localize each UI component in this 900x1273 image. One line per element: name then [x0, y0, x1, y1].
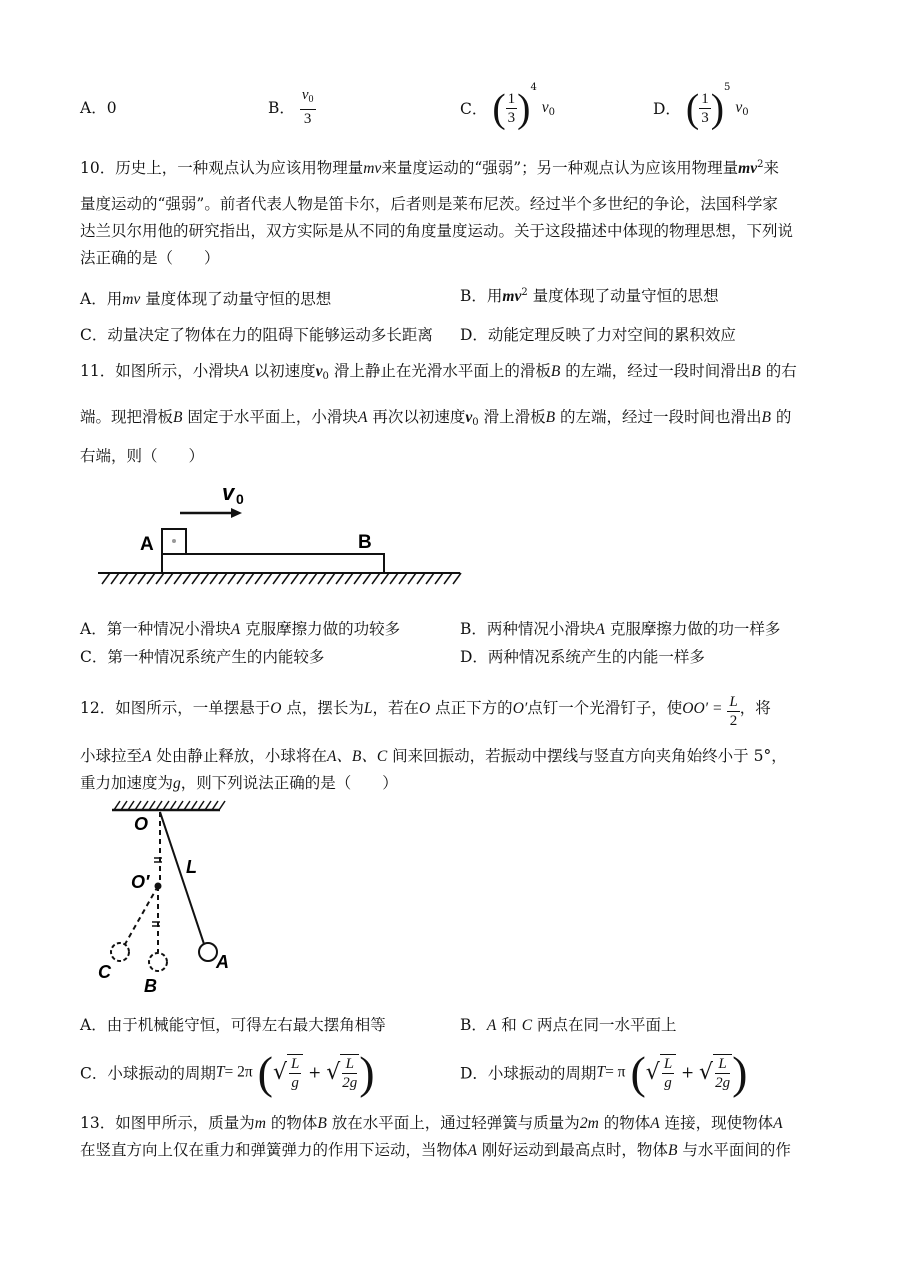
- q13-line-2: 在竖直方向上仅在重力和弹簧弹力的作用下运动，当物体A 刚好运动到最高点时，物体B 与水平面间的作: [80, 1141, 791, 1159]
- fig-label-b: B: [144, 976, 157, 996]
- fig-label-b: B: [358, 532, 372, 553]
- q11-line-2: 端。现把滑板B 固定于水平面上，小滑块A 再次以初速度$v_0$ 滑上滑板B 的左端，经过一段时间也滑出B 的: [80, 408, 792, 428]
- fig-label-o-prime: O′: [131, 872, 150, 892]
- q10-option-a[interactable]: A．用mv 量度体现了动量守恒的思想: [80, 290, 332, 308]
- q13-line-1: 13．如图甲所示，质量为m 的物体B 放在水平面上，通过轻弹簧与质量为2m 的物体A 连接，现使物体A: [80, 1114, 783, 1132]
- q11-figure: [80, 476, 480, 586]
- q9-option-b[interactable]: B． $\frac{v_0}{3}$: [268, 87, 314, 127]
- q10-option-b[interactable]: B．用$mv^2$ 量度体现了动量守恒的思想: [460, 286, 719, 305]
- q12-option-c[interactable]: C．小球振动的周期T= 2π (√ $\frac{L}{g}$ + √ $\frac{L}{2g}$ ): [80, 1047, 375, 1098]
- fig-label-c: C: [98, 962, 111, 982]
- q10-line-3: 达兰贝尔用他的研究指出，双方实际是从不同的角度量度运动。关于这段描述中体现的物理思想，下列说: [80, 222, 794, 240]
- q9-option-a[interactable]: A．0: [80, 99, 117, 117]
- ball-a: [199, 943, 217, 961]
- q11-option-b[interactable]: B．两种情况小滑块A 克服摩擦力做的功一样多: [460, 620, 781, 638]
- q10-line-4: 法正确的是（ ）: [80, 249, 220, 267]
- q10-option-d[interactable]: D．动能定理反映了力对空间的累积效应: [460, 326, 736, 344]
- ground-hatch: [102, 573, 461, 584]
- q12-pendulum-figure: [96, 798, 256, 998]
- q11-option-d[interactable]: D．两种情况系统产生的内能一样多: [460, 648, 705, 666]
- fig-velocity-subscript: 0: [236, 491, 244, 507]
- q12-line-2: 小球拉至A 处由静止释放，小球将在A、B、C 间来回振动，若振动中摆线与竖直方向夹角始终小于 5°，: [80, 747, 787, 765]
- ceiling-hatch: [114, 801, 225, 810]
- fig-label-a: A: [140, 534, 154, 555]
- q11-line-3: 右端，则（ ）: [80, 447, 205, 465]
- q10-line-2: 量度运动的“强弱”。前者代表人物是笛卡尔，后者则是莱布尼茨。经过半个多世纪的争论，法国科学家: [80, 195, 778, 213]
- q12-option-a[interactable]: A．由于机械能守恒，可得左右最大摆角相等: [80, 1016, 386, 1034]
- q10-option-c[interactable]: C．动量决定了物体在力的阻碍下能够运动多长距离: [80, 326, 433, 344]
- dashed-string-c: [124, 886, 158, 946]
- fig-label-l: L: [186, 857, 197, 877]
- ball-b: [149, 953, 167, 971]
- q9-option-c[interactable]: C． ( $\frac{1}{3}$ )$^4$ $v_0$: [460, 82, 556, 131]
- fig-velocity-label: v: [222, 480, 235, 505]
- q12-line-3: 重力加速度为g，则下列说法正确的是（ ）: [80, 774, 398, 792]
- pendulum-string-a: [160, 812, 204, 944]
- fraction-v0-over-3: $\frac{v_0}{3}$: [301, 87, 314, 127]
- fig-label-o: O: [134, 814, 149, 834]
- q11-option-c[interactable]: C．第一种情况系统产生的内能较多: [80, 648, 325, 666]
- q12-option-d[interactable]: D．小球振动的周期T= π (√ $\frac{L}{g}$ + √ $\frac{L}{2g}$ ): [460, 1047, 748, 1098]
- fig-label-a: A: [216, 952, 229, 972]
- velocity-arrow-head: [231, 508, 242, 518]
- ball-c: [111, 943, 129, 961]
- q11-line-1: 11．如图所示，小滑块A 以初速度$v_0$ 滑上静止在光滑水平面上的滑板B 的左端，经过一段时间滑出B 的右: [80, 362, 797, 382]
- q10-line-1: 10．历史上，一种观点认为应该用物理量mv来量度运动的“强弱”；另一种观点认为应该用物理量$mv^2$来: [80, 159, 779, 178]
- q11-option-a[interactable]: A．第一种情况小滑块A 克服摩擦力做的功较多: [80, 620, 401, 638]
- q12-line-1: 12．如图所示，一单摆悬于O 点，摆长为L，若在O 点正下方的O′点钉一个光滑钉子，使OO′ = $\frac{L}{2}$ ，将: [80, 694, 771, 729]
- board-b: [162, 554, 384, 573]
- q9-option-d[interactable]: D． ( $\frac{1}{3}$ )$^5$ $v_0$: [653, 82, 749, 131]
- q12-option-b[interactable]: B．A 和 C 两点在同一水平面上: [460, 1016, 677, 1034]
